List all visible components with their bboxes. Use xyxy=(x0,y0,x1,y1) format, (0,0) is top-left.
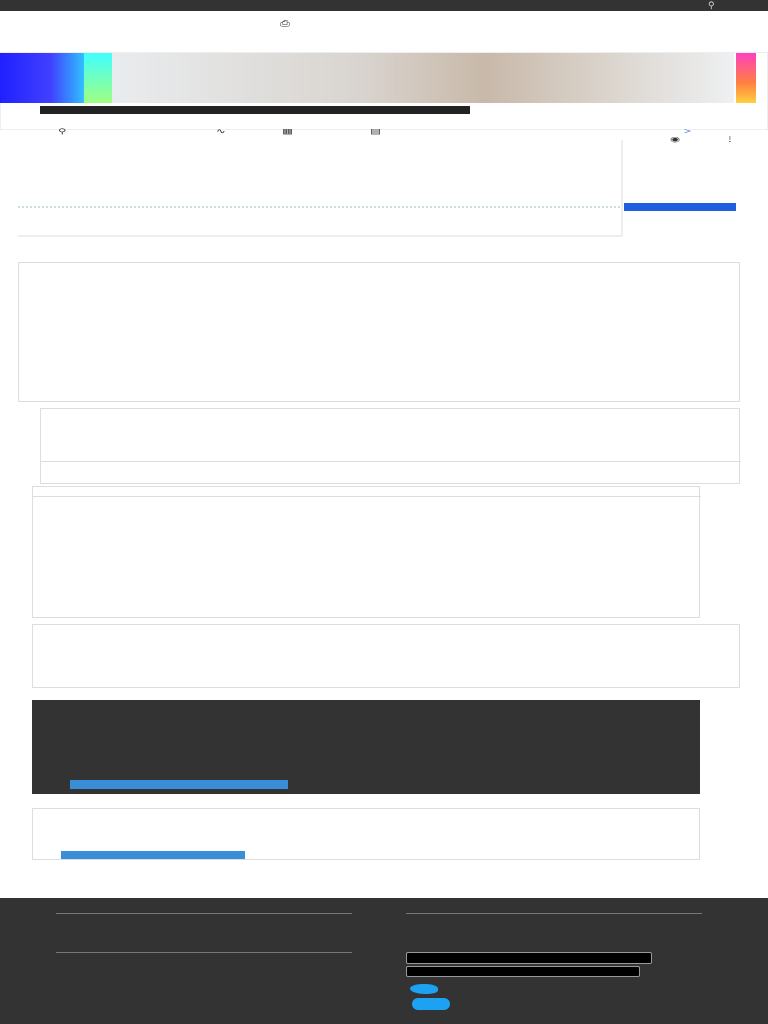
search-icon[interactable]: ⚲ xyxy=(58,126,67,136)
stats-row xyxy=(41,461,741,485)
commodity-tabs xyxy=(33,487,701,497)
calendar-icon[interactable]: ▦ xyxy=(282,126,294,136)
commodities-widget xyxy=(32,486,700,618)
description-section xyxy=(40,408,740,484)
table-header xyxy=(19,264,740,273)
footer-rule-3 xyxy=(56,952,352,953)
more-icon[interactable]: ⋮ xyxy=(724,134,736,144)
hiring-panel xyxy=(32,808,700,860)
ad-color-block-2 xyxy=(84,53,112,103)
eye-icon[interactable]: ◉ xyxy=(670,134,681,144)
share-icon[interactable] xyxy=(412,998,450,1010)
footer xyxy=(0,898,768,1024)
chart-toolbar xyxy=(20,126,740,144)
ad-caption[interactable] xyxy=(40,106,470,114)
last-price-marker xyxy=(624,203,736,211)
google-play-badge[interactable] xyxy=(406,966,640,977)
ad-color-block xyxy=(0,53,84,103)
ad-color-block-3 xyxy=(736,53,756,103)
chevron-right-icon[interactable]: > xyxy=(684,126,692,136)
news-widget xyxy=(32,624,740,688)
apply-now-button[interactable] xyxy=(61,851,245,859)
compare-icon[interactable]: ▤ xyxy=(370,126,382,136)
related-commodities-table xyxy=(18,262,740,402)
twitter-icon[interactable] xyxy=(410,984,438,994)
get-started-button[interactable] xyxy=(70,780,288,789)
ad-photo[interactable] xyxy=(112,53,734,103)
subs-body xyxy=(70,718,650,742)
top-header-bar xyxy=(0,0,768,11)
price-chart[interactable] xyxy=(18,140,740,248)
search-icon[interactable]: ⚲ xyxy=(708,0,715,10)
subscriptions-panel xyxy=(32,700,700,794)
footer-rule-2 xyxy=(406,913,702,914)
description-body xyxy=(49,421,739,461)
app-store-badge[interactable] xyxy=(406,952,652,964)
export-icon[interactable]: ⎙ xyxy=(280,18,290,28)
line-chart-icon[interactable]: ∿ xyxy=(216,126,227,136)
footer-rule-1 xyxy=(56,913,352,914)
